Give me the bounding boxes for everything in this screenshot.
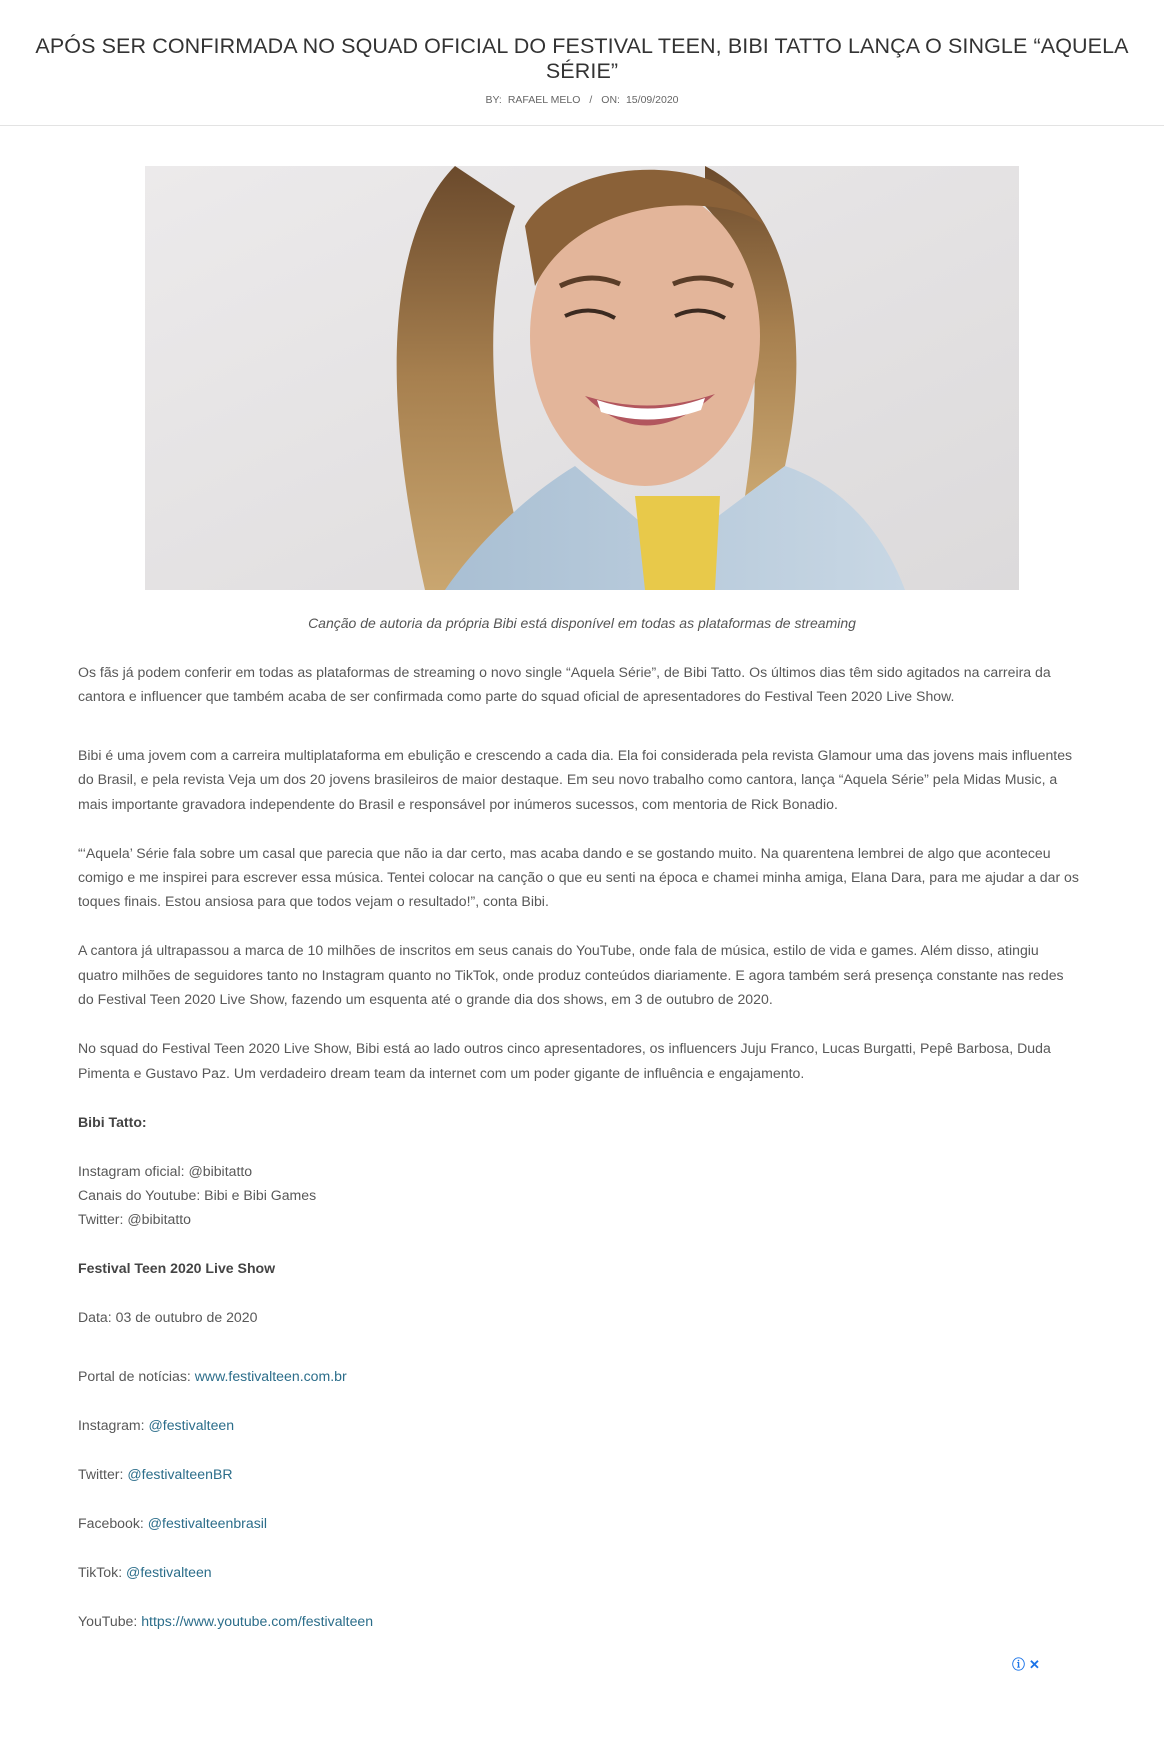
instagram-link[interactable]: @festivalteen xyxy=(148,1416,235,1433)
link-label: Portal de notícias: xyxy=(78,1367,195,1384)
bibi-heading: Bibi Tatto: xyxy=(78,1113,147,1130)
link-label: Facebook: xyxy=(78,1514,148,1531)
bibi-info xyxy=(78,1159,1081,1232)
paragraph: No squad do Festival Teen 2020 Live Show, Bibi está ao lado outros cinco apresentadores, os influencers Juju Franco, Lucas Burgatti, Pepê Barbosa, Duda Pimenta e Gustavo Paz. Um verdadeiro dream team da internet com um poder gigante de influência e engajamento. xyxy=(78,1040,1051,1081)
link-label: Instagram: xyxy=(78,1416,149,1433)
link-line-facebook xyxy=(78,1511,1081,1535)
publish-date: 15/09/2020 xyxy=(625,94,679,106)
close-icon[interactable]: ✕ xyxy=(1029,1657,1040,1672)
youtube-link[interactable]: https://www.youtube.com/festivalteen xyxy=(141,1612,374,1629)
link-label: YouTube: xyxy=(78,1612,142,1629)
bibi-youtube: Canais do Youtube: Bibi e Bibi Games xyxy=(78,1187,317,1204)
on-label: ON: xyxy=(601,94,620,106)
article-photo xyxy=(145,166,1019,590)
article-title: APÓS SER CONFIRMADA NO SQUAD OFICIAL DO FESTIVAL TEEN, BIBI TATTO LANÇA O SINGLE “AQUELA SÉRIE” xyxy=(35,34,1129,83)
portal-link[interactable]: www.festivalteen.com.br xyxy=(194,1367,347,1384)
ad-controls xyxy=(1012,1654,1044,1673)
bibi-instagram: Instagram oficial: @bibitatto xyxy=(78,1162,253,1179)
article-header xyxy=(0,0,1164,126)
paragraph: Os fãs já podem conferir em todas as plataformas de streaming o novo single “Aquela Série”, de Bibi Tatto. Os últimos dias têm sido agitados na carreira da cantora e influencer que também acaba de ser confirmada como parte do squad oficial de apresentadores do Festival Teen 2020 Live Show. xyxy=(78,664,1051,705)
tiktok-link[interactable]: @festivalteen xyxy=(126,1563,212,1580)
photo-caption: Canção de autoria da própria Bibi está disponível em todas as plataformas de streaming xyxy=(308,615,856,631)
by-label: BY: xyxy=(485,94,502,106)
author-name[interactable]: RAFAEL MELO xyxy=(507,94,581,106)
paragraph: Bibi é uma jovem com a carreira multiplataforma em ebulição e crescendo a cada dia. Ela foi considerada pela revista Glamour uma das jovens mais influentes do Brasil, e pela revista Veja um dos 20 jovens brasileiros de maior destaque. Em seu novo trabalho como cantora, lança “Aquela Série” pela Midas Music, a mais importante gravadora independente do Brasil e responsável por inúmeros sucessos, com mentoria de Rick Bonadio. xyxy=(78,746,1073,812)
link-label: TikTok: xyxy=(78,1563,127,1580)
link-line-instagram xyxy=(78,1413,1081,1437)
link-line-youtube xyxy=(78,1609,1081,1633)
facebook-link[interactable]: @festivalteenbrasil xyxy=(147,1514,268,1531)
article-body xyxy=(78,660,1081,1658)
festival-heading: Festival Teen 2020 Live Show xyxy=(78,1260,276,1277)
paragraph: “‘Aquela’ Série fala sobre um casal que parecia que não ia dar certo, mas acaba dando e se gostando muito. Na quarentena lembrei de algo que aconteceu comigo e me inspirei para escrever essa música. Tentei colocar na canção o que eu senti na época e chamei minha amiga, Elana Dara, para me ajudar a dar os toques finais. Estou ansiosa para que todos vejam o resultado!”, conta Bibi. xyxy=(78,844,1079,910)
festival-date: Data: 03 de outubro de 2020 xyxy=(78,1309,258,1326)
link-line-twitter xyxy=(78,1462,1081,1486)
meta-separator: / xyxy=(589,94,593,106)
link-line-tiktok xyxy=(78,1560,1081,1584)
bibi-twitter: Twitter: @bibitatto xyxy=(78,1211,192,1228)
twitter-link[interactable]: @festivalteenBR xyxy=(127,1465,233,1482)
article-meta xyxy=(0,94,1164,106)
info-icon[interactable]: ⓘ xyxy=(1012,1657,1026,1672)
link-label: Twitter: xyxy=(78,1465,128,1482)
link-line-portal xyxy=(78,1364,1081,1388)
paragraph: A cantora já ultrapassou a marca de 10 milhões de inscritos em seus canais do YouTube, onde fala de música, estilo de vida e games. Além disso, atingiu quatro milhões de seguidores tanto no Instagram quanto no TikTok, onde produz conteúdos diariamente. E agora também será presença constante nas redes do Festival Teen 2020 Live Show, fazendo um esquenta até o grande dia dos shows, em 3 de outubro de 2020. xyxy=(78,942,1064,1008)
